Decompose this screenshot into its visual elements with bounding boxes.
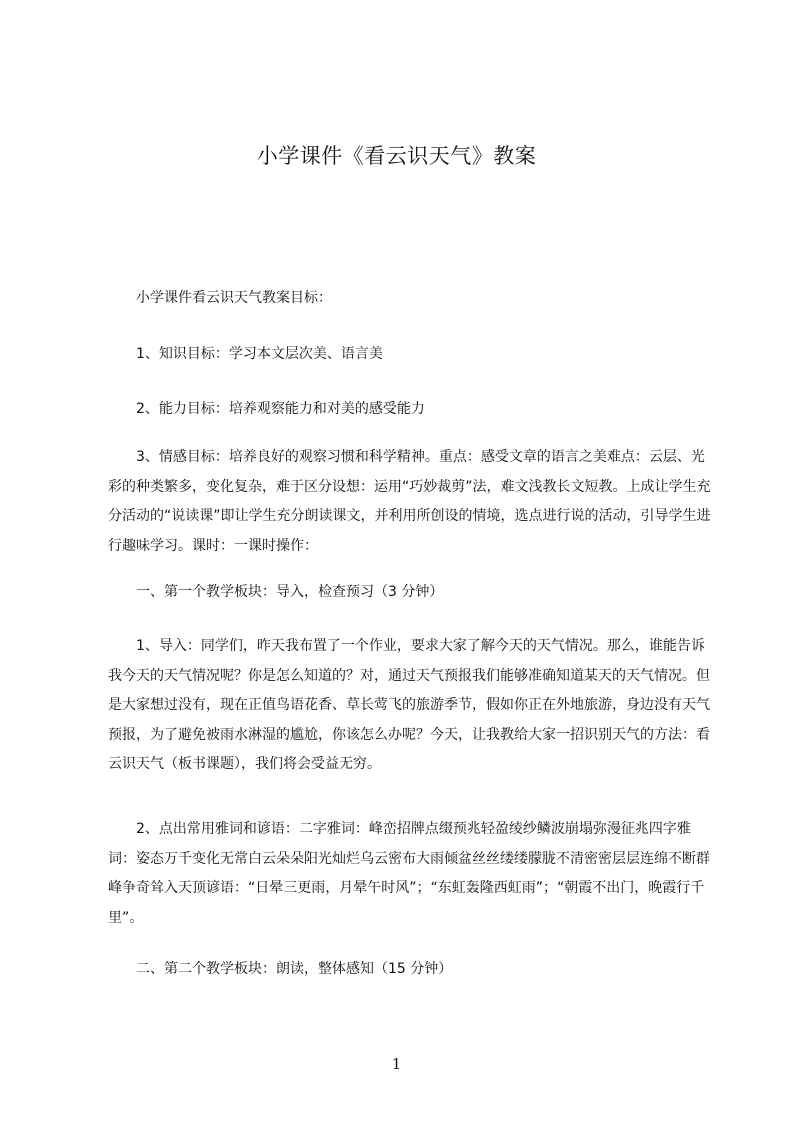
paragraph-vocabulary: 2、点出常用雅词和谚语：二字雅词：峰峦招牌点缀预兆轻盈绫纱鳞波崩塌弥漫征兆四字雅词：姿态万千变化无常白云朵朵阳光灿烂乌云密布大雨倾盆丝丝缕缕朦胧不清密密层层连绵不断群峰争奇耸入天顶谚语：“日晕三更雨，月晕午时风”；“东虹轰隆西虹雨”；“朝霞不出门，晚霞行千里”。: [108, 821, 710, 926]
paragraph-emotion-goal: 3、情感目标：培养良好的观察习惯和科学精神。重点：感受文章的语言之美难点：云层、光彩的种类繁多，变化复杂，难于区分设想：运用“巧妙裁剪”法，难文浅教长文短教。上成让学生充分活动的“说读课”即让学生充分朗读课文，并利用所创设的情境，选点进行说的活动，引导学生进行趣味学习。课时：一课时操作：: [108, 449, 711, 554]
document-title: 小学课件《看云识天气》教案: [256, 144, 537, 168]
paragraph-section-one: 一、第一个教学板块：导入，检查预习（3 分钟）: [136, 584, 444, 600]
page-number: 1: [391, 1055, 402, 1073]
paragraph-objectives-heading: 小学课件看云识天气教案目标：: [136, 290, 332, 306]
paragraph-section-two: 二、第二个教学板块：朗读，整体感知（15 分钟）: [136, 961, 453, 977]
paragraph-knowledge-goal: 1、知识目标：学习本文层次美、语言美: [136, 346, 383, 362]
paragraph-ability-goal: 2、能力目标：培养观察能力和对美的感受能力: [136, 401, 425, 417]
paragraph-introduction: 1、导入：同学们，昨天我布置了一个作业，要求大家了解今天的天气情况。那么，谁能告诉我今天的天气情况呢？你是怎么知道的？对，通过天气预报我们能够准确知道某天的天气情况。但是大家想过没有，现在正值鸟语花香、草长莺飞的旅游季节，假如你正在外地旅游，身边没有天气预报，为了避免被雨水淋湿的尴尬，你该怎么办呢？今天，让我教给大家一招识别天气的方法：看云识天气（板书课题），我们将会受益无穷。: [108, 638, 710, 772]
